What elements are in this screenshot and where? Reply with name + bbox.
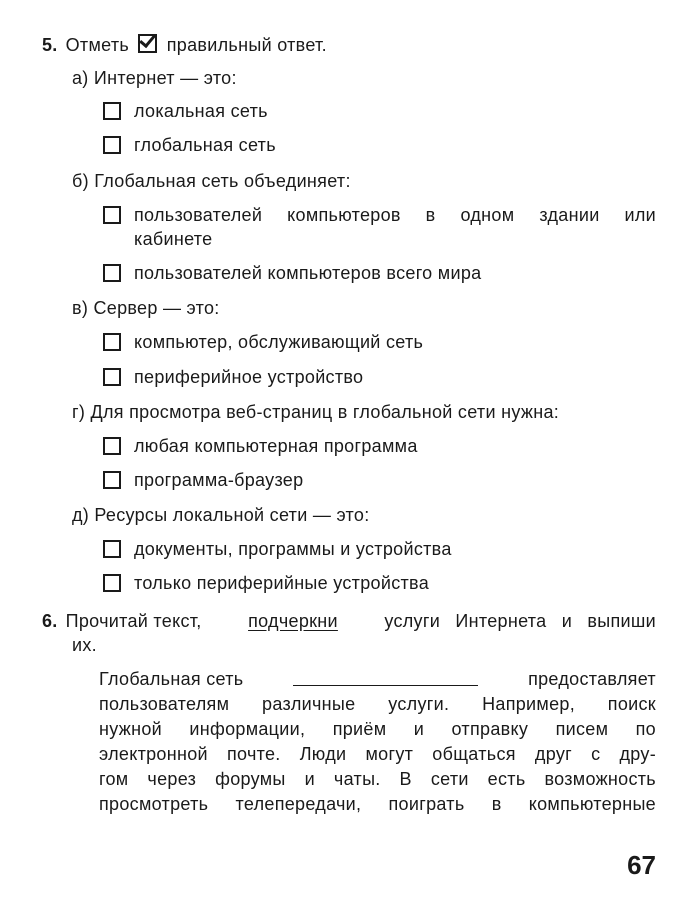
option-d2-text: только периферийные устройства bbox=[134, 573, 430, 593]
task-6-number: 6. bbox=[42, 611, 58, 631]
text-line-2: пользователям различные услуги. Например, поиск bbox=[99, 694, 656, 714]
option-a2-text: глобальная сеть bbox=[134, 135, 276, 155]
task-5-instruction-end: правильный ответ. bbox=[166, 35, 327, 55]
text-line-1-end: предоставляет bbox=[528, 669, 656, 689]
task-6-underlined-word: подчеркни bbox=[248, 611, 338, 631]
task-6-instruction-1: Прочитай текст, bbox=[65, 611, 202, 631]
option-v1-text: компьютер, обслуживающий сеть bbox=[134, 332, 424, 352]
checkbox-icon[interactable] bbox=[103, 471, 121, 489]
task-5-number: 5. bbox=[42, 35, 58, 55]
option-a2[interactable] bbox=[103, 133, 276, 157]
question-v-label: в) Сервер — это: bbox=[72, 298, 220, 318]
option-b1-line-2: кабинете bbox=[134, 229, 213, 249]
question-d-label: д) Ресурсы локальной сети — это: bbox=[72, 505, 370, 525]
task-5-instruction-start: Отметь bbox=[65, 35, 130, 55]
option-a1[interactable] bbox=[103, 99, 268, 123]
checkbox-icon[interactable] bbox=[103, 540, 121, 558]
answer-blank[interactable] bbox=[293, 667, 478, 686]
task-6-heading bbox=[42, 609, 656, 657]
option-b1[interactable] bbox=[103, 203, 656, 251]
option-v1[interactable] bbox=[103, 330, 423, 354]
checkbox-icon[interactable] bbox=[103, 102, 121, 120]
text-line-3: нужной информации, приём и отправку писем по bbox=[99, 719, 656, 739]
option-g2-text: программа-браузер bbox=[134, 470, 304, 490]
option-d1-text: документы, программы и устройства bbox=[134, 539, 452, 559]
text-line-1 bbox=[99, 667, 656, 692]
text-line-4: электронной почте. Люди могут общаться друг с дру- bbox=[99, 744, 656, 764]
option-g1[interactable] bbox=[103, 434, 418, 458]
option-v2[interactable] bbox=[103, 365, 363, 389]
task-5-heading bbox=[42, 33, 327, 57]
text-line-6: просмотреть телепередачи, поиграть в компьютерные bbox=[99, 794, 656, 814]
checkbox-icon[interactable] bbox=[103, 136, 121, 154]
checkbox-icon[interactable] bbox=[103, 264, 121, 282]
option-b2-text: пользователей компьютеров всего мира bbox=[134, 263, 482, 283]
text-line-1-start: Глобальная сеть bbox=[99, 669, 244, 689]
option-b2[interactable] bbox=[103, 261, 481, 285]
option-b1-text bbox=[134, 203, 656, 251]
option-b1-line-1: пользователей компьютеров в одном здании или bbox=[134, 205, 656, 225]
option-d1[interactable] bbox=[103, 537, 452, 561]
option-d2[interactable] bbox=[103, 571, 429, 595]
checkbox-icon[interactable] bbox=[103, 333, 121, 351]
checkbox-icon[interactable] bbox=[103, 206, 121, 224]
question-b-label: б) Глобальная сеть объединяет: bbox=[72, 171, 351, 191]
question-a-label: а) Интернет — это: bbox=[72, 68, 237, 88]
task-6-instruction-2: услуги Интернета и выпиши bbox=[384, 611, 656, 631]
option-g2[interactable] bbox=[103, 468, 303, 492]
question-g-label: г) Для просмотра веб-страниц в глобальной сети нужна: bbox=[72, 402, 560, 422]
checkbox-icon[interactable] bbox=[103, 574, 121, 592]
checkbox-icon[interactable] bbox=[103, 368, 121, 386]
page-number: 67 bbox=[627, 850, 656, 880]
option-g1-text: любая компьютерная программа bbox=[134, 436, 418, 456]
option-v2-text: периферийное устройство bbox=[134, 367, 364, 387]
task-6-text bbox=[99, 667, 656, 817]
option-a1-text: локальная сеть bbox=[134, 101, 268, 121]
text-line-5: гом через форумы и чаты. В сети есть возможность bbox=[99, 769, 656, 789]
task-6-instruction-3: их. bbox=[72, 635, 97, 655]
checked-box-icon bbox=[138, 34, 157, 53]
checkbox-icon[interactable] bbox=[103, 437, 121, 455]
